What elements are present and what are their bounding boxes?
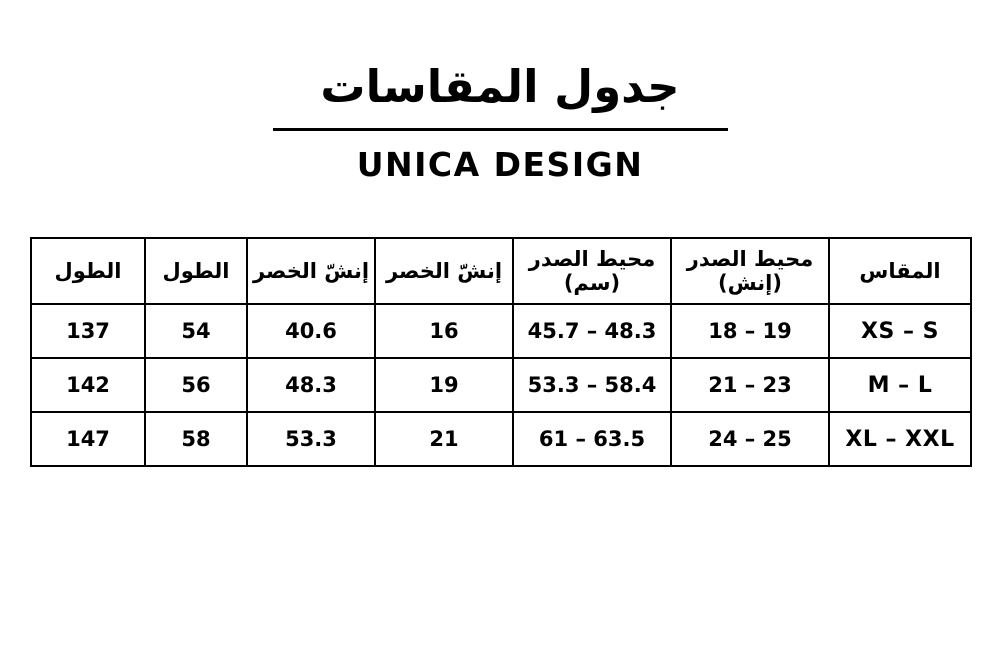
cell-length-b: 142	[31, 358, 145, 412]
brand-name: UNICA DESIGN	[356, 144, 644, 184]
cell-length-a: 58	[145, 412, 247, 466]
title-divider	[273, 128, 728, 131]
table-row	[31, 412, 971, 466]
cell-length-b: 147	[31, 412, 145, 466]
cell-waist-b: 48.3	[247, 358, 375, 412]
size-table	[30, 237, 972, 467]
cell-waist-b: 53.3	[247, 412, 375, 466]
cell-chest-cm: 53.3 – 58.4	[513, 358, 671, 412]
page-header	[0, 0, 1000, 184]
cell-size: XS – S	[829, 304, 971, 358]
cell-waist-a: 19	[375, 358, 513, 412]
cell-size: M – L	[829, 358, 971, 412]
column-header-length-a: الطول	[145, 238, 247, 304]
cell-chest-cm: 45.7 – 48.3	[513, 304, 671, 358]
table-body	[31, 304, 971, 466]
table-header-row	[31, 238, 971, 304]
cell-waist-b: 40.6	[247, 304, 375, 358]
table-header-row-group	[31, 238, 971, 304]
cell-waist-a: 16	[375, 304, 513, 358]
column-header-chest-cm: محيط الصدر (سم)	[513, 238, 671, 304]
cell-length-a: 54	[145, 304, 247, 358]
column-header-chest-inch: محيط الصدر (إنش)	[671, 238, 829, 304]
cell-waist-a: 21	[375, 412, 513, 466]
table-row	[31, 304, 971, 358]
page-title: جدول المقاسات	[320, 60, 680, 113]
column-header-size: المقاس	[829, 238, 971, 304]
cell-size: XL – XXL	[829, 412, 971, 466]
cell-length-b: 137	[31, 304, 145, 358]
column-header-waist-a: إنشّ الخصر	[375, 238, 513, 304]
cell-chest-inch: 18 – 19	[671, 304, 829, 358]
cell-length-a: 56	[145, 358, 247, 412]
column-header-waist-b: إنشّ الخصر	[247, 238, 375, 304]
cell-chest-cm: 61 – 63.5	[513, 412, 671, 466]
column-header-length-b: الطول	[31, 238, 145, 304]
cell-chest-inch: 24 – 25	[671, 412, 829, 466]
size-table-container	[30, 237, 970, 467]
table-row	[31, 358, 971, 412]
cell-chest-inch: 21 – 23	[671, 358, 829, 412]
